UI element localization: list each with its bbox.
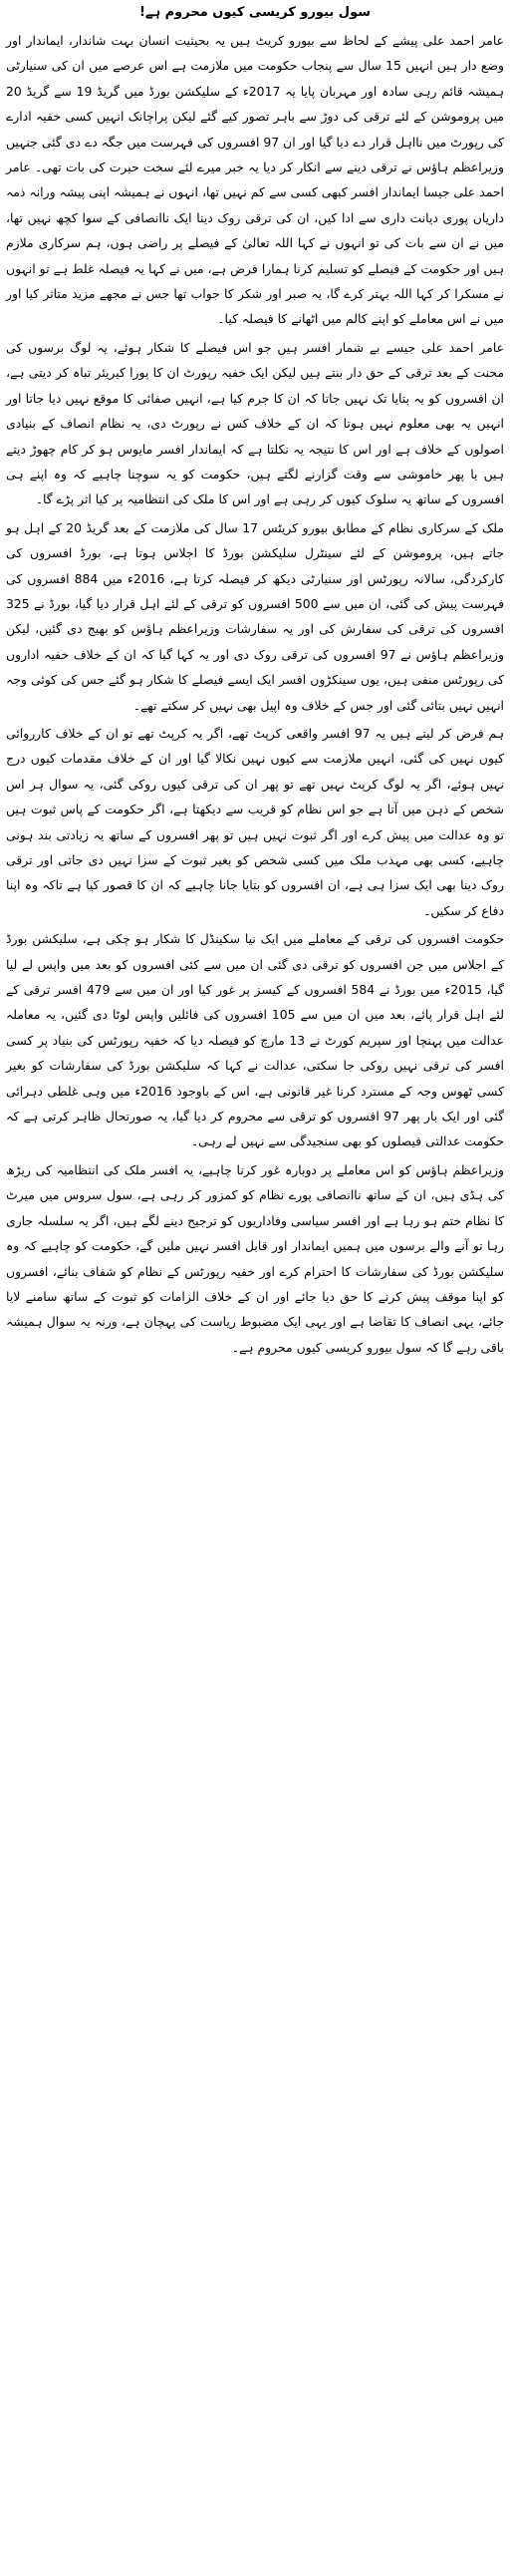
article-paragraph-4: ہم فرض کر لیتے ہیں یہ 97 افسر واقعی کرپٹ تھے، اگر یہ کرپٹ تھے تو ان کے خلاف کارروائی کیوں نہیں کی گئی، انہیں ملازمت سے کیوں نہیں نکالا گیا اور ان کے خلاف مقدمات کیوں درج نہیں ہوئے، اگر یہ لوگ کرپٹ نہیں تھے تو پھر ان کی ترقی کیوں روکی گئی، یہ سوال ہر اس شخص کے ذہن میں آتا ہے جو اس نظام کو قریب سے دیکھتا ہے، اگر حکومت کے پاس ثبوت ہیں تو وہ عدالت میں پیش کرے اور اگر ثبوت نہیں ہیں تو پھر افسروں کے ساتھ یہ زیادتی بند ہونی چاہیے، کسی بھی مہذب ملک میں کسی شخص کو بغیر ثبوت کے سزا نہیں دی جاتی اور ترقی روک دینا بھی ایک سزا ہی ہے، ان افسروں کو بتایا جانا چاہیے کہ ان کا قصور کیا ہے تاکہ وہ اپنا دفاع کر سکیں۔ xyxy=(6,725,504,918)
article-paragraph-1: عامر احمد علی پیشے کے لحاظ سے بیورو کریٹ ہیں یہ بحیثیت انسان بہت شاندار، ایماندار اور وضع دار ہیں انہیں 15 سال سے پنجاب حکومت میں ملازمت ہے اس عرصے میں ان کی سنیارٹی ہمیشہ قائم رہی سادہ اور مہربان پایا یہ 2017ء کے سلیکشن بورڈ میں گریڈ 19 سے گریڈ 20 میں پروموشن کے لئے ترقی کی دوڑ سے باہر تصور کیے گئے لیکن پراچانک انہیں کسی خفیہ ادارے کی رپورٹ میں نااہل قرار دے دیا گیا اور ان 97 افسروں کی فہرست میں جگہ دے دی گئی جنہیں وزیراعظم ہاؤس نے ترقی دینے سے انکار کر دیا یہ خبر میرے لئے سخت حیرت کی بات تھی۔ عامر احمد علی جیسا ایماندار افسر کبھی کسی سے کم نہیں تھا، انہوں نے ہمیشہ اپنی پیشہ ورانہ ذمہ داریاں پوری دیانت داری سے ادا کیں، ان کی ترقی روک دینا ایک ناانصافی کے سوا کچھ نہیں تھا، میں نے ان سے بات کی تو انہوں نے کہا اللہ تعالیٰ کے فیصلے پر راضی ہوں، ہم سرکاری ملازم ہیں اور حکومت کے فیصلے کو تسلیم کرنا ہمارا فرض ہے، میں نے کہا یہ فیصلہ غلط ہے تو انہوں نے مسکرا کر کہا اللہ بہتر کرے گا، یہ صبر اور شکر کا جواب تھا جس نے مجھے مزید متاثر کیا اور میں نے اس معاملے کو اپنے کالم میں اٹھانے کا فیصلہ کیا۔ xyxy=(6,33,505,327)
article-paragraph-2: عامر احمد علی جیسے بے شمار افسر ہیں جو اس فیصلے کا شکار ہوئے، یہ لوگ برسوں کی محنت کے بعد ترقی کے حق دار بنتے ہیں لیکن ایک خفیہ رپورٹ ان کا پورا کیریئر تباہ کر دیتی ہے، ان افسروں کو یہ بتایا تک نہیں جاتا کہ ان کا جرم کیا ہے، انہیں صفائی کا موقع نہیں دیا جاتا اور انہیں یہ بھی معلوم نہیں ہوتا کہ ان کے خلاف کس نے رپورٹ دی، یہ نظام انصاف کے بنیادی اصولوں کے خلاف ہے اور اس کا نتیجہ یہ نکلتا ہے کہ ایماندار افسر مایوس ہو کر کام چھوڑ دیتے ہیں یا پھر خاموشی سے وقت گزارنے لگتے ہیں، حکومت کو یہ سوچنا چاہیے کہ وہ اپنے ہی افسروں کے ساتھ یہ سلوک کیوں کر رہی ہے اور اس کا ملک کی انتظامیہ پر کیا اثر پڑے گا۔ xyxy=(6,339,504,507)
article-paragraph-3: ملک کے سرکاری نظام کے مطابق بیورو کریٹس 17 سال کی ملازمت کے بعد گریڈ 20 کے اہل ہو جاتے ہیں، پروموشن کے لئے سینٹرل سلیکشن بورڈ کا اجلاس ہوتا ہے، بورڈ افسروں کی کارکردگی، سالانہ رپورٹس اور سنیارٹی دیکھ کر فیصلہ کرتا ہے، 2016ء میں 884 افسروں کی فہرست پیش کی گئی، ان میں سے 500 افسروں کو ترقی کے لئے اہل قرار دیا گیا، بورڈ نے 325 افسروں کی ترقی کی سفارش کی اور یہ سفارشات وزیراعظم ہاؤس کو بھیج دی گئیں، لیکن وزیراعظم ہاؤس نے 97 افسروں کی ترقی روک دی اور یہ کہا گیا کہ ان کے خلاف خفیہ اداروں کی رپورٹس منفی ہیں، یوں سینکڑوں افسر ایک ایسے فیصلے کا شکار ہو گئے جس کی کوئی وجہ انہیں نہیں بتائی گئی اور جس کے خلاف وہ اپیل بھی نہیں کر سکتے تھے۔ xyxy=(6,519,505,713)
article-paragraph-6: وزیراعظم ہاؤس کو اس معاملے پر دوبارہ غور کرنا چاہیے، یہ افسر ملک کی انتظامیہ کی ریڑھ کی ہڈی ہیں، ان کے ساتھ ناانصافی پورے نظام کو کمزور کر رہی ہے، سول سروس میں میرٹ کا نظام ختم ہو رہا ہے اور افسر سیاسی وفاداریوں کو ترجیح دینے لگے ہیں، اگر یہ سلسلہ جاری رہا تو آنے والے برسوں میں ہمیں ایماندار اور قابل افسر نہیں ملیں گے، حکومت کو چاہیے کہ وہ سلیکشن بورڈ کی سفارشات کا احترام کرے اور خفیہ رپورٹس کے نظام کو شفاف بنائے، افسروں کو اپنا موقف پیش کرنے کا حق دیا جائے اور ان کے خلاف الزامات کو ثبوت کے ساتھ سامنے لایا جائے، یہی انصاف کا تقاضا ہے اور یہی ایک مضبوط ریاست کی پہچان ہے، ورنہ یہ سوال ہمیشہ باقی رہے گا کہ سول بیورو کریسی کیوں محروم ہے۔ xyxy=(6,1161,504,1355)
article-title: سول بیورو کریسی کیوں محروم ہے! xyxy=(138,5,372,20)
article-paragraph-5: حکومت افسروں کی ترقی کے معاملے میں ایک نیا سکینڈل کا شکار ہو چکی ہے، سلیکشن بورڈ کے اجلاس میں جن افسروں کو ترقی دی گئی ان میں سے کئی افسروں کو بعد میں واپس لے لیا گیا، 2015ء میں بورڈ نے 584 افسروں کے کیسز پر غور کیا اور ان میں سے 479 افسر ترقی کے لئے اہل قرار پائے، بعد میں ان میں سے 105 افسروں کی فائلیں واپس لوٹا دی گئیں، یہ معاملہ عدالت میں پہنچا اور سپریم کورٹ نے 13 مارچ کو فیصلہ دیا کہ خفیہ رپورٹس کی بنیاد پر کسی افسر کی ترقی نہیں روکی جا سکتی، عدالت نے کہا کہ سلیکشن بورڈ کی سفارشات کو بغیر کسی ٹھوس وجہ کے مسترد کرنا غیر قانونی ہے، اس کے باوجود 2016ء میں وہی غلطی دہرائی گئی اور ایک بار پھر 97 افسروں کو ترقی سے محروم کر دیا گیا، یہ صورتحال ظاہر کرتی ہے کہ حکومت عدالتی فیصلوں کو بھی سنجیدگی سے نہیں لے رہی۔ xyxy=(6,931,504,1149)
